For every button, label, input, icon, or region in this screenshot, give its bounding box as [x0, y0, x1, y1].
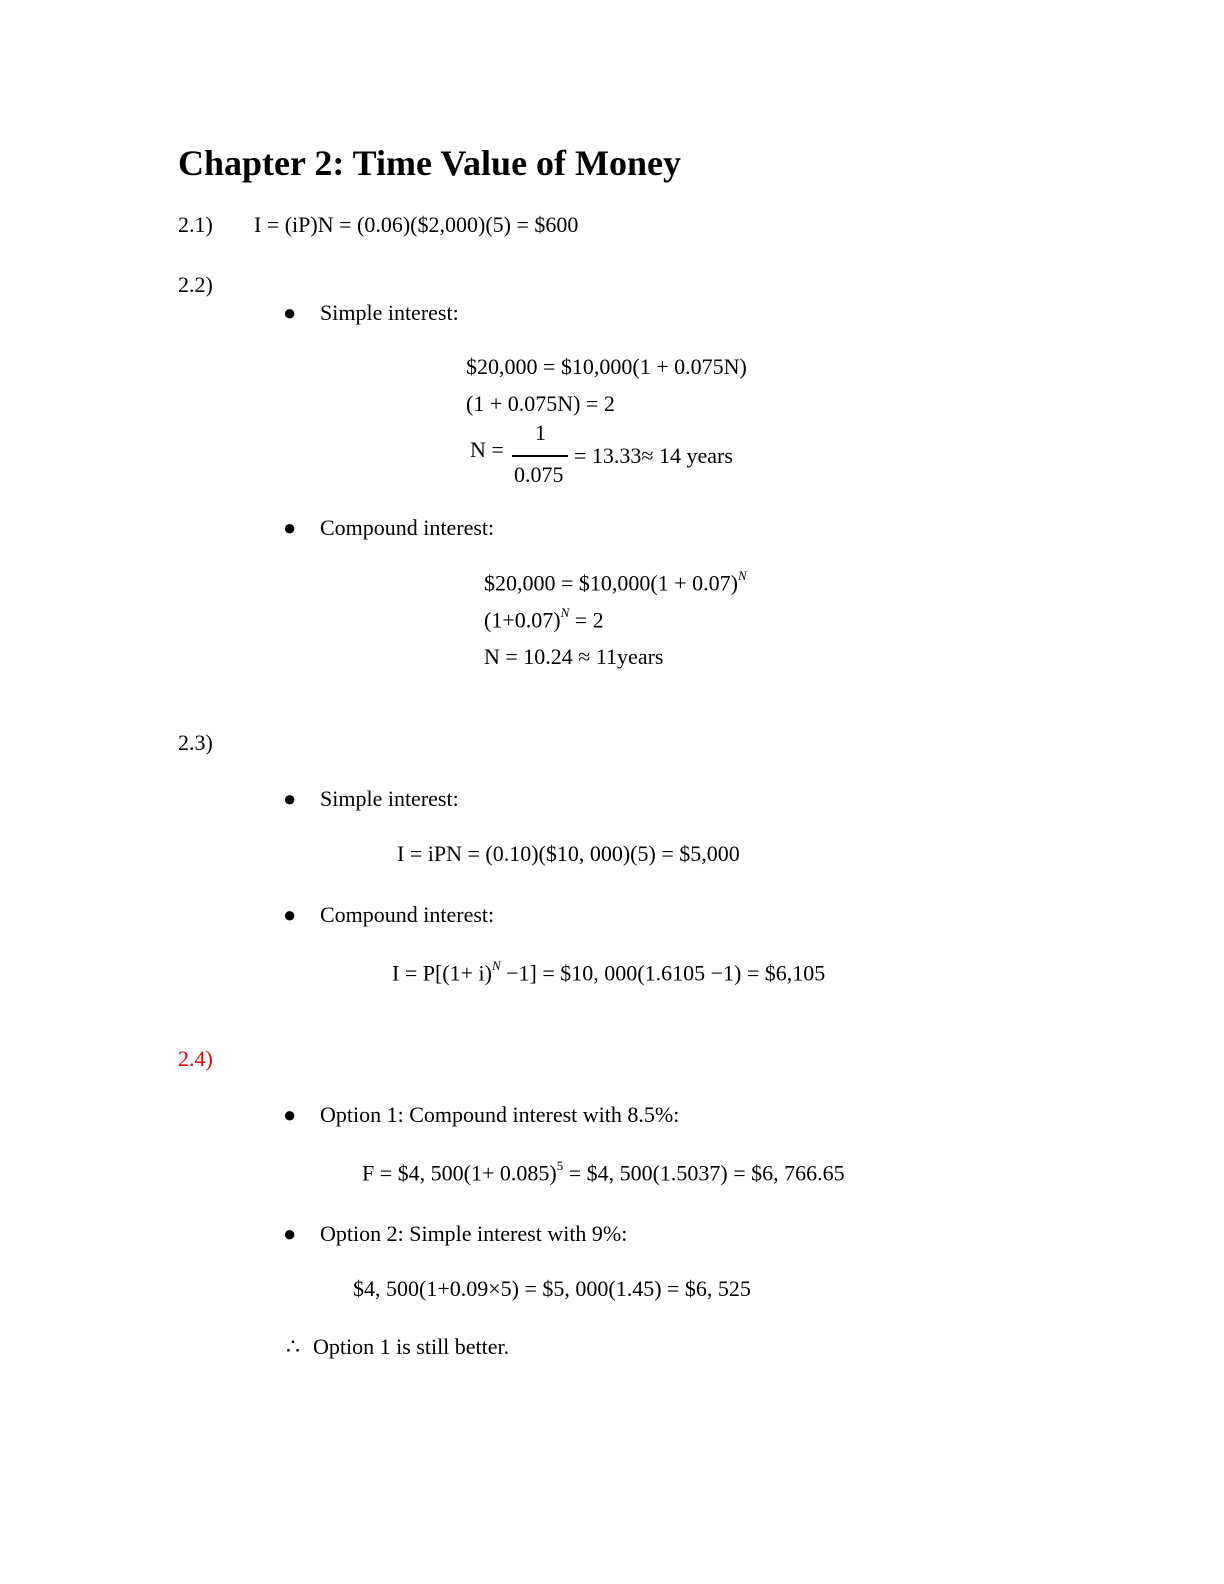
bullet-icon: ● [283, 902, 297, 927]
problem-2-4-option1-heading: Option 1: Compound interest with 8.5%: [320, 1102, 680, 1127]
problem-2-2-label: 2.2) [178, 272, 213, 297]
problem-2-4-option2-formula: $4, 500(1+0.09×5) = $5, 000(1.45) = $6, 525 [353, 1276, 751, 1301]
bullet-icon: ● [283, 786, 297, 811]
fraction-numerator: 1 [535, 420, 546, 445]
problem-2-3-compound-heading: Compound interest: [320, 902, 495, 927]
fraction-bar [512, 455, 568, 457]
problem-2-4-option2-heading: Option 2: Simple interest with 9%: [320, 1221, 628, 1246]
therefore-icon: ∴ [286, 1334, 300, 1359]
problem-2-2-compound-eq-3: N = 10.24 ≈ 11years [484, 644, 664, 669]
fraction-denominator: 0.075 [514, 462, 564, 487]
bullet-icon: ● [283, 1102, 297, 1127]
page-title: Chapter 2: Time Value of Money [178, 143, 682, 183]
problem-2-2-simple-heading: Simple interest: [320, 300, 459, 325]
problem-2-2-compound-eq-2: $(1+0.07)^N = 2$ [484, 605, 604, 633]
bullet-icon: ● [283, 515, 297, 540]
problem-2-1-label: 2.1) [178, 212, 213, 237]
problem-2-4-conclusion: Option 1 is still better. [313, 1334, 510, 1359]
problem-2-3-simple-heading: Simple interest: [320, 786, 459, 811]
problem-2-2-compound-eq-1: $20,000 = $10,000(1 + 0.07)$^N$ [484, 568, 747, 596]
problem-2-3-compound-formula: $I = P[(1+ i)^N -1]$ = $10, 000(1.6105 −1) = $6,105 [392, 958, 826, 986]
problem-2-2-simple-eq-1: $20,000 = $10,000(1 + 0.075N) [466, 354, 747, 379]
problem-2-2-simple-eq-2: (1 + 0.075N) = 2 [466, 391, 615, 416]
problem-2-4-label: 2.4) [178, 1046, 213, 1071]
problem-2-2-simple-eq-3-rhs: = 13.33≈ 14 years [574, 443, 733, 468]
problem-2-4-option1-formula: F = $4, $500(1+ 0.085)^5$ = $4, 500(1.5037) = $6, 766.65 [362, 1158, 845, 1186]
problem-2-1-formula: I = (iP)N = (0.06)($2,000)(5) = $600 [254, 212, 579, 237]
bullet-icon: ● [283, 300, 297, 325]
problem-2-2-compound-heading: Compound interest: [320, 515, 495, 540]
problem-2-3-simple-formula: I = iPN = (0.10)($10, 000)(5) = $5,000 [397, 841, 740, 866]
bullet-icon: ● [283, 1221, 297, 1246]
problem-2-2-simple-eq-3-lhs: N = [470, 437, 504, 462]
problem-2-3-label: 2.3) [178, 730, 213, 755]
